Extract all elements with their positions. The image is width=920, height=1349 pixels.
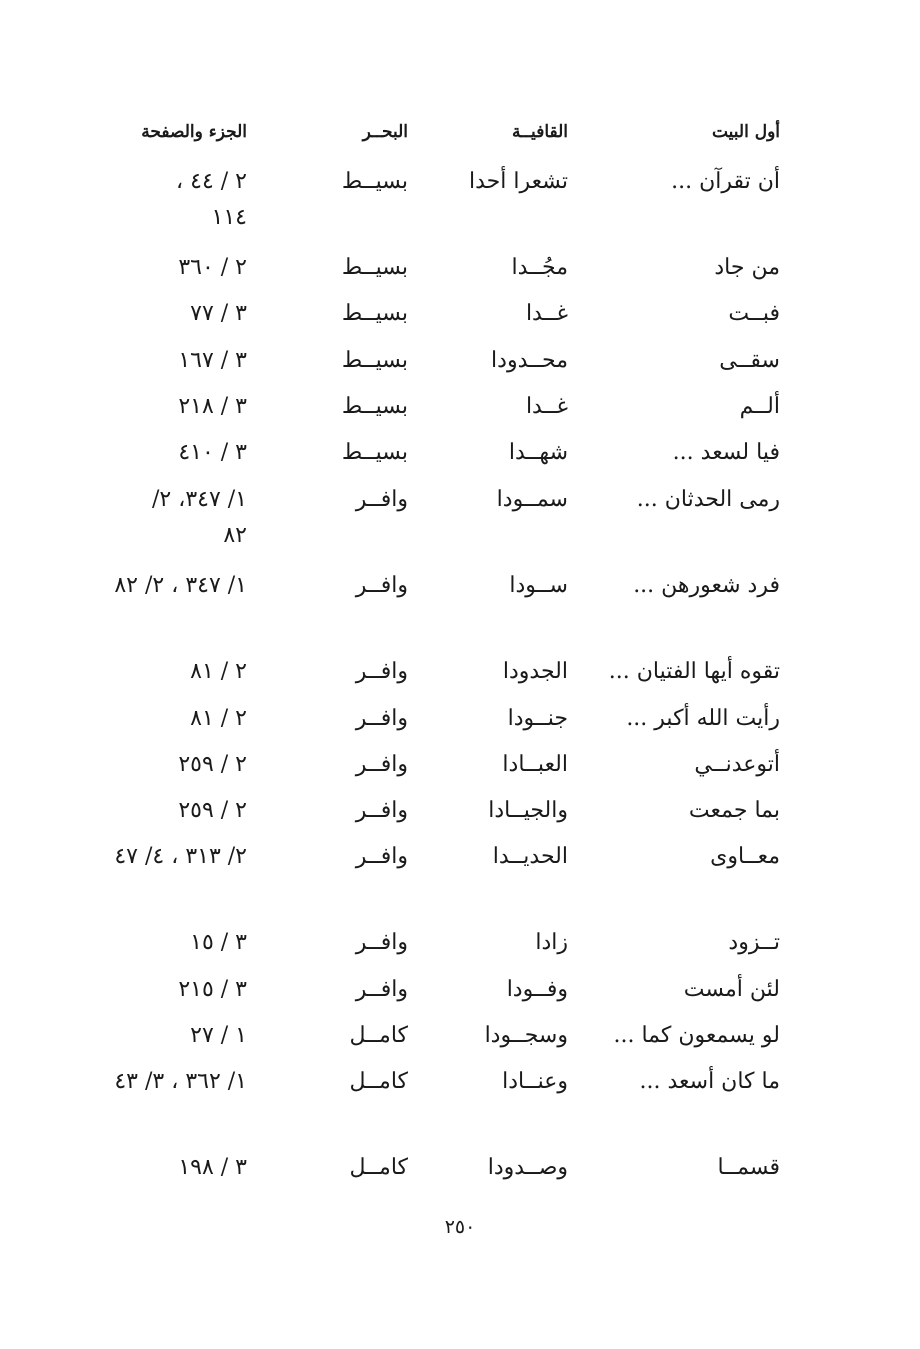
cell-rhyme: وعنــادا <box>502 1069 568 1094</box>
cell-meter: وافــر <box>355 752 408 777</box>
cell-meter: بسيــط <box>341 301 408 326</box>
header-first-line: أول البيت <box>711 122 780 142</box>
cell-meter: وافــر <box>355 659 408 684</box>
cell-first-line: رأيت الله أكبر ... <box>626 706 780 731</box>
cell-rhyme: غــدا <box>525 394 568 419</box>
cell-meter: وافــر <box>355 706 408 731</box>
table-row <box>0 747 920 793</box>
cell-rhyme: مجُــدا <box>511 255 568 280</box>
cell-meter: بسيــط <box>341 440 408 465</box>
cell-volume-page: ٢ / ٢٥٩ <box>178 752 247 777</box>
cell-meter: بسيــط <box>341 255 408 280</box>
table-row <box>0 925 920 972</box>
cell-first-line: من جاد <box>714 255 780 280</box>
cell-meter: بسيــط <box>341 394 408 419</box>
cell-volume-page: ١/ ٣٤٧، ٢/ ٨٢ <box>151 487 247 548</box>
table-row <box>0 343 920 389</box>
cell-volume-page: ١ / ٢٧ <box>190 1023 247 1048</box>
cell-rhyme: وصــدودا <box>487 1155 568 1180</box>
cell-rhyme: وفــودا <box>506 977 568 1002</box>
cell-rhyme: تشعرا أحدا <box>469 169 568 194</box>
cell-meter: وافــر <box>355 573 408 598</box>
cell-meter: وافــر <box>355 977 408 1002</box>
header-volume-page: الجزء والصفحة <box>141 122 247 142</box>
cell-volume-page: ٣ / ٢١٨ <box>178 394 247 419</box>
cell-rhyme: الجدودا <box>502 659 568 684</box>
cell-meter: كامــل <box>349 1155 408 1180</box>
cell-first-line: أن تقرآن ... <box>671 169 780 194</box>
cell-rhyme: وسجــودا <box>484 1023 568 1048</box>
cell-rhyme: ســودا <box>509 573 568 598</box>
cell-first-line: لو يسمعون كما ... <box>613 1023 780 1048</box>
cell-volume-page: ٢/ ٣١٣ ، ٤/ ٤٧ <box>114 844 247 869</box>
cell-first-line: لئن أمست <box>683 977 780 1002</box>
cell-volume-page: ٣ / ٤١٠ <box>178 440 247 465</box>
cell-volume-page: ٣ / ١٥ <box>190 930 247 955</box>
cell-meter: وافــر <box>355 844 408 869</box>
table-body <box>0 164 920 1196</box>
table-row <box>0 435 920 482</box>
table-row <box>0 250 920 296</box>
table-row <box>0 839 920 925</box>
cell-volume-page: ٢ / ٨١ <box>190 706 247 731</box>
cell-meter: وافــر <box>355 487 408 512</box>
cell-volume-page: ١/ ٣٦٢ ، ٣/ ٤٣ <box>114 1069 247 1094</box>
cell-rhyme: غــدا <box>525 301 568 326</box>
table-row <box>0 701 920 747</box>
table-row <box>0 1018 920 1064</box>
cell-first-line: بما جمعت <box>688 798 780 823</box>
cell-first-line: قسمــا <box>717 1155 780 1180</box>
cell-volume-page: ٢ / ٤٤ ، ١١٤ <box>176 169 247 230</box>
cell-rhyme: العبــادا <box>502 752 568 777</box>
table-row <box>0 1064 920 1150</box>
cell-volume-page: ٣ / ١٦٧ <box>178 348 247 373</box>
table-row <box>0 164 920 250</box>
cell-first-line: سقــى <box>719 348 780 373</box>
table-row <box>0 296 920 343</box>
cell-volume-page: ٢ / ٨١ <box>190 659 247 684</box>
cell-first-line: رمى الحدثان ... <box>636 487 780 512</box>
header-meter: البحــر <box>362 122 408 142</box>
cell-first-line: تقوه أيها الفتيان ... <box>608 659 780 684</box>
cell-meter: وافــر <box>355 798 408 823</box>
table-row <box>0 1150 920 1196</box>
cell-rhyme: الحديــدا <box>492 844 568 869</box>
cell-first-line: فيا لسعد ... <box>672 440 780 465</box>
cell-volume-page: ٢ / ٣٦٠ <box>178 255 247 280</box>
table-header <box>0 122 920 152</box>
header-rhyme: القافيــة <box>511 122 568 142</box>
cell-first-line: فرد شعورهن ... <box>633 573 780 598</box>
cell-first-line: أتوعدنــي <box>694 752 780 777</box>
cell-volume-page: ٢ / ٢٥٩ <box>178 798 247 823</box>
cell-first-line: ألــم <box>739 394 780 419</box>
table-row <box>0 568 920 654</box>
table-row <box>0 654 920 701</box>
cell-rhyme: شهــدا <box>508 440 568 465</box>
cell-rhyme: محــدودا <box>491 348 568 373</box>
page-number: ٢٥٠ <box>444 1216 476 1238</box>
table-row <box>0 972 920 1018</box>
cell-meter: كامــل <box>349 1023 408 1048</box>
table-row <box>0 389 920 435</box>
cell-first-line: معــاوى <box>710 844 780 869</box>
cell-meter: بسيــط <box>341 348 408 373</box>
table-row <box>0 482 920 568</box>
cell-rhyme: زادا <box>535 930 568 955</box>
cell-meter: كامــل <box>349 1069 408 1094</box>
cell-rhyme: سمــودا <box>496 487 568 512</box>
cell-volume-page: ٣ / ١٩٨ <box>178 1155 247 1180</box>
cell-volume-page: ٣ / ٢١٥ <box>178 977 247 1002</box>
table-row <box>0 793 920 839</box>
cell-first-line: فبــت <box>728 301 780 326</box>
cell-first-line: تــزود <box>728 930 780 955</box>
cell-volume-page: ١/ ٣٤٧ ، ٢/ ٨٢ <box>114 573 247 598</box>
cell-meter: وافــر <box>355 930 408 955</box>
cell-rhyme: جنــودا <box>507 706 568 731</box>
cell-first-line: ما كان أسعد ... <box>639 1069 780 1094</box>
cell-meter: بسيــط <box>341 169 408 194</box>
cell-volume-page: ٣ / ٧٧ <box>190 301 247 326</box>
cell-rhyme: والجيــادا <box>488 798 568 823</box>
